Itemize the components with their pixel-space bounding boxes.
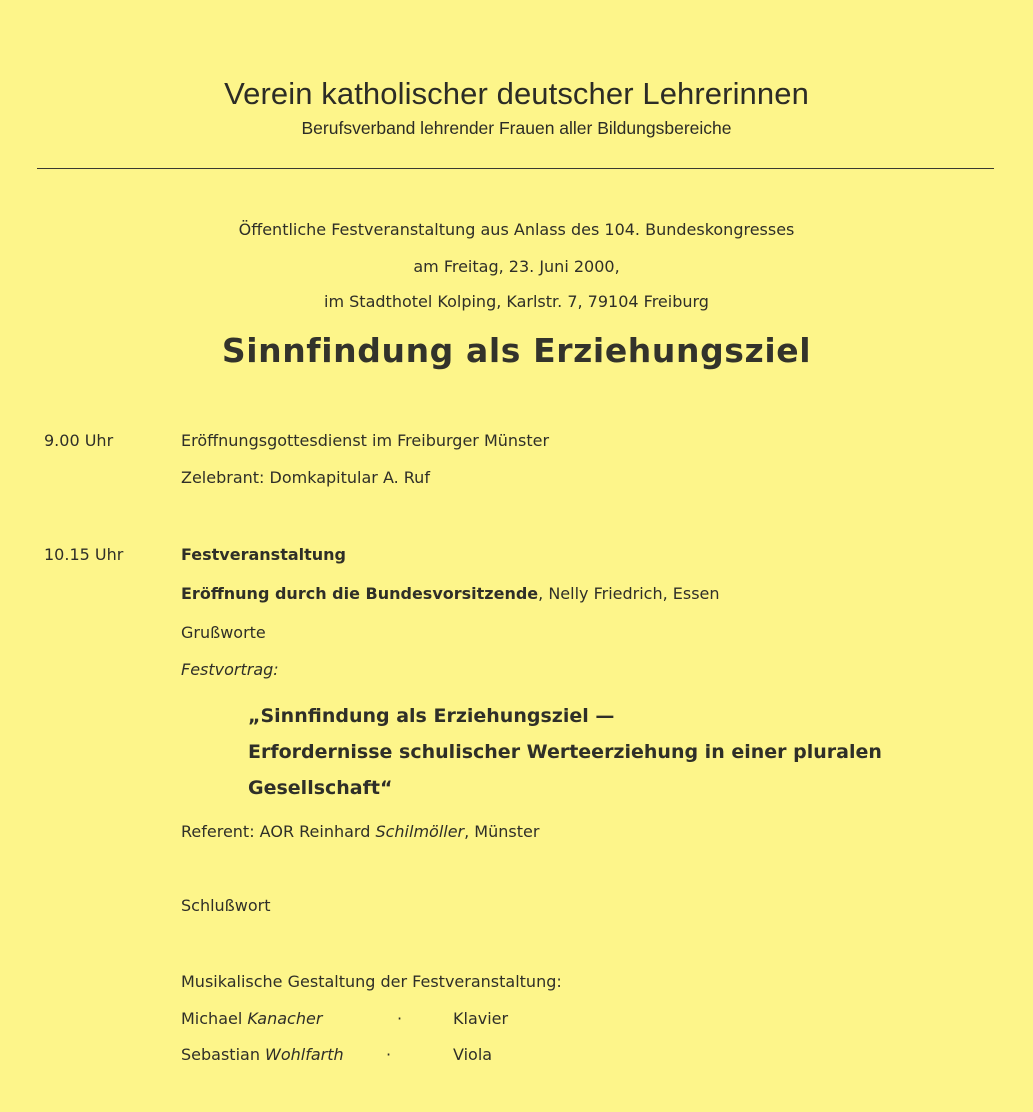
intro-line-venue: im Stadthotel Kolping, Karlstr. 7, 79104 Freiburg bbox=[324, 292, 709, 311]
intro-line-date: am Freitag, 23. Juni 2000, bbox=[413, 257, 620, 276]
greetings: Grußworte bbox=[181, 623, 266, 642]
speaker-name: Schilmöller bbox=[375, 822, 465, 841]
closing-words: Schlußwort bbox=[181, 896, 271, 915]
lecture-label: Festvortrag: bbox=[181, 660, 279, 679]
event-title: Sinnfindung als Erziehungsziel bbox=[221, 331, 812, 370]
speaker-prefix: Referent: AOR Reinhard bbox=[181, 822, 376, 841]
musician-2-separator: · bbox=[386, 1045, 392, 1064]
time-slot-1: 9.00 Uhr bbox=[44, 431, 114, 450]
lecture-title-line-1: „Sinnfindung als Erziehungsziel — bbox=[248, 705, 615, 727]
musician-2-last-name: Wohlfarth bbox=[265, 1045, 344, 1064]
lecture-title-line-2: Erfordernisse schulischer Werteerziehung in einer pluralen bbox=[248, 741, 882, 763]
church-service: Eröffnungsgottesdienst im Freiburger Münster bbox=[181, 431, 550, 450]
opening-line bbox=[181, 584, 720, 603]
intro-line-occasion: Öffentliche Festveranstaltung aus Anlass des 104. Bundeskongresses bbox=[238, 220, 795, 239]
musician-1-separator: · bbox=[397, 1009, 403, 1028]
speaker-line bbox=[181, 822, 539, 841]
musician-1 bbox=[181, 1009, 322, 1028]
lecture-title-line-3: Gesellschaft“ bbox=[248, 777, 393, 799]
music-heading: Musikalische Gestaltung der Festveranstaltung: bbox=[181, 972, 562, 991]
opening-speech-label: Eröffnung durch die Bundesvorsitzende bbox=[181, 584, 539, 603]
musician-2 bbox=[181, 1045, 344, 1064]
organization-subtitle: Berufsverband lehrender Frauen aller Bildungsbereiche bbox=[301, 118, 732, 138]
speaker-city: , Münster bbox=[464, 822, 540, 841]
festveranstaltung-heading: Festveranstaltung bbox=[181, 545, 346, 564]
time-slot-2: 10.15 Uhr bbox=[44, 545, 124, 564]
header-divider bbox=[37, 168, 994, 169]
musician-2-instrument: Viola bbox=[453, 1045, 493, 1064]
opening-speaker: , Nelly Friedrich, Essen bbox=[538, 584, 720, 603]
musician-1-first-name: Michael bbox=[181, 1009, 248, 1028]
musician-1-instrument: Klavier bbox=[453, 1009, 509, 1028]
musician-1-last-name: Kanacher bbox=[247, 1009, 323, 1028]
musician-2-first-name: Sebastian bbox=[181, 1045, 266, 1064]
organization-name: Verein katholischer deutscher Lehrerinnen bbox=[224, 76, 809, 111]
celebrant: Zelebrant: Domkapitular A. Ruf bbox=[181, 468, 430, 487]
